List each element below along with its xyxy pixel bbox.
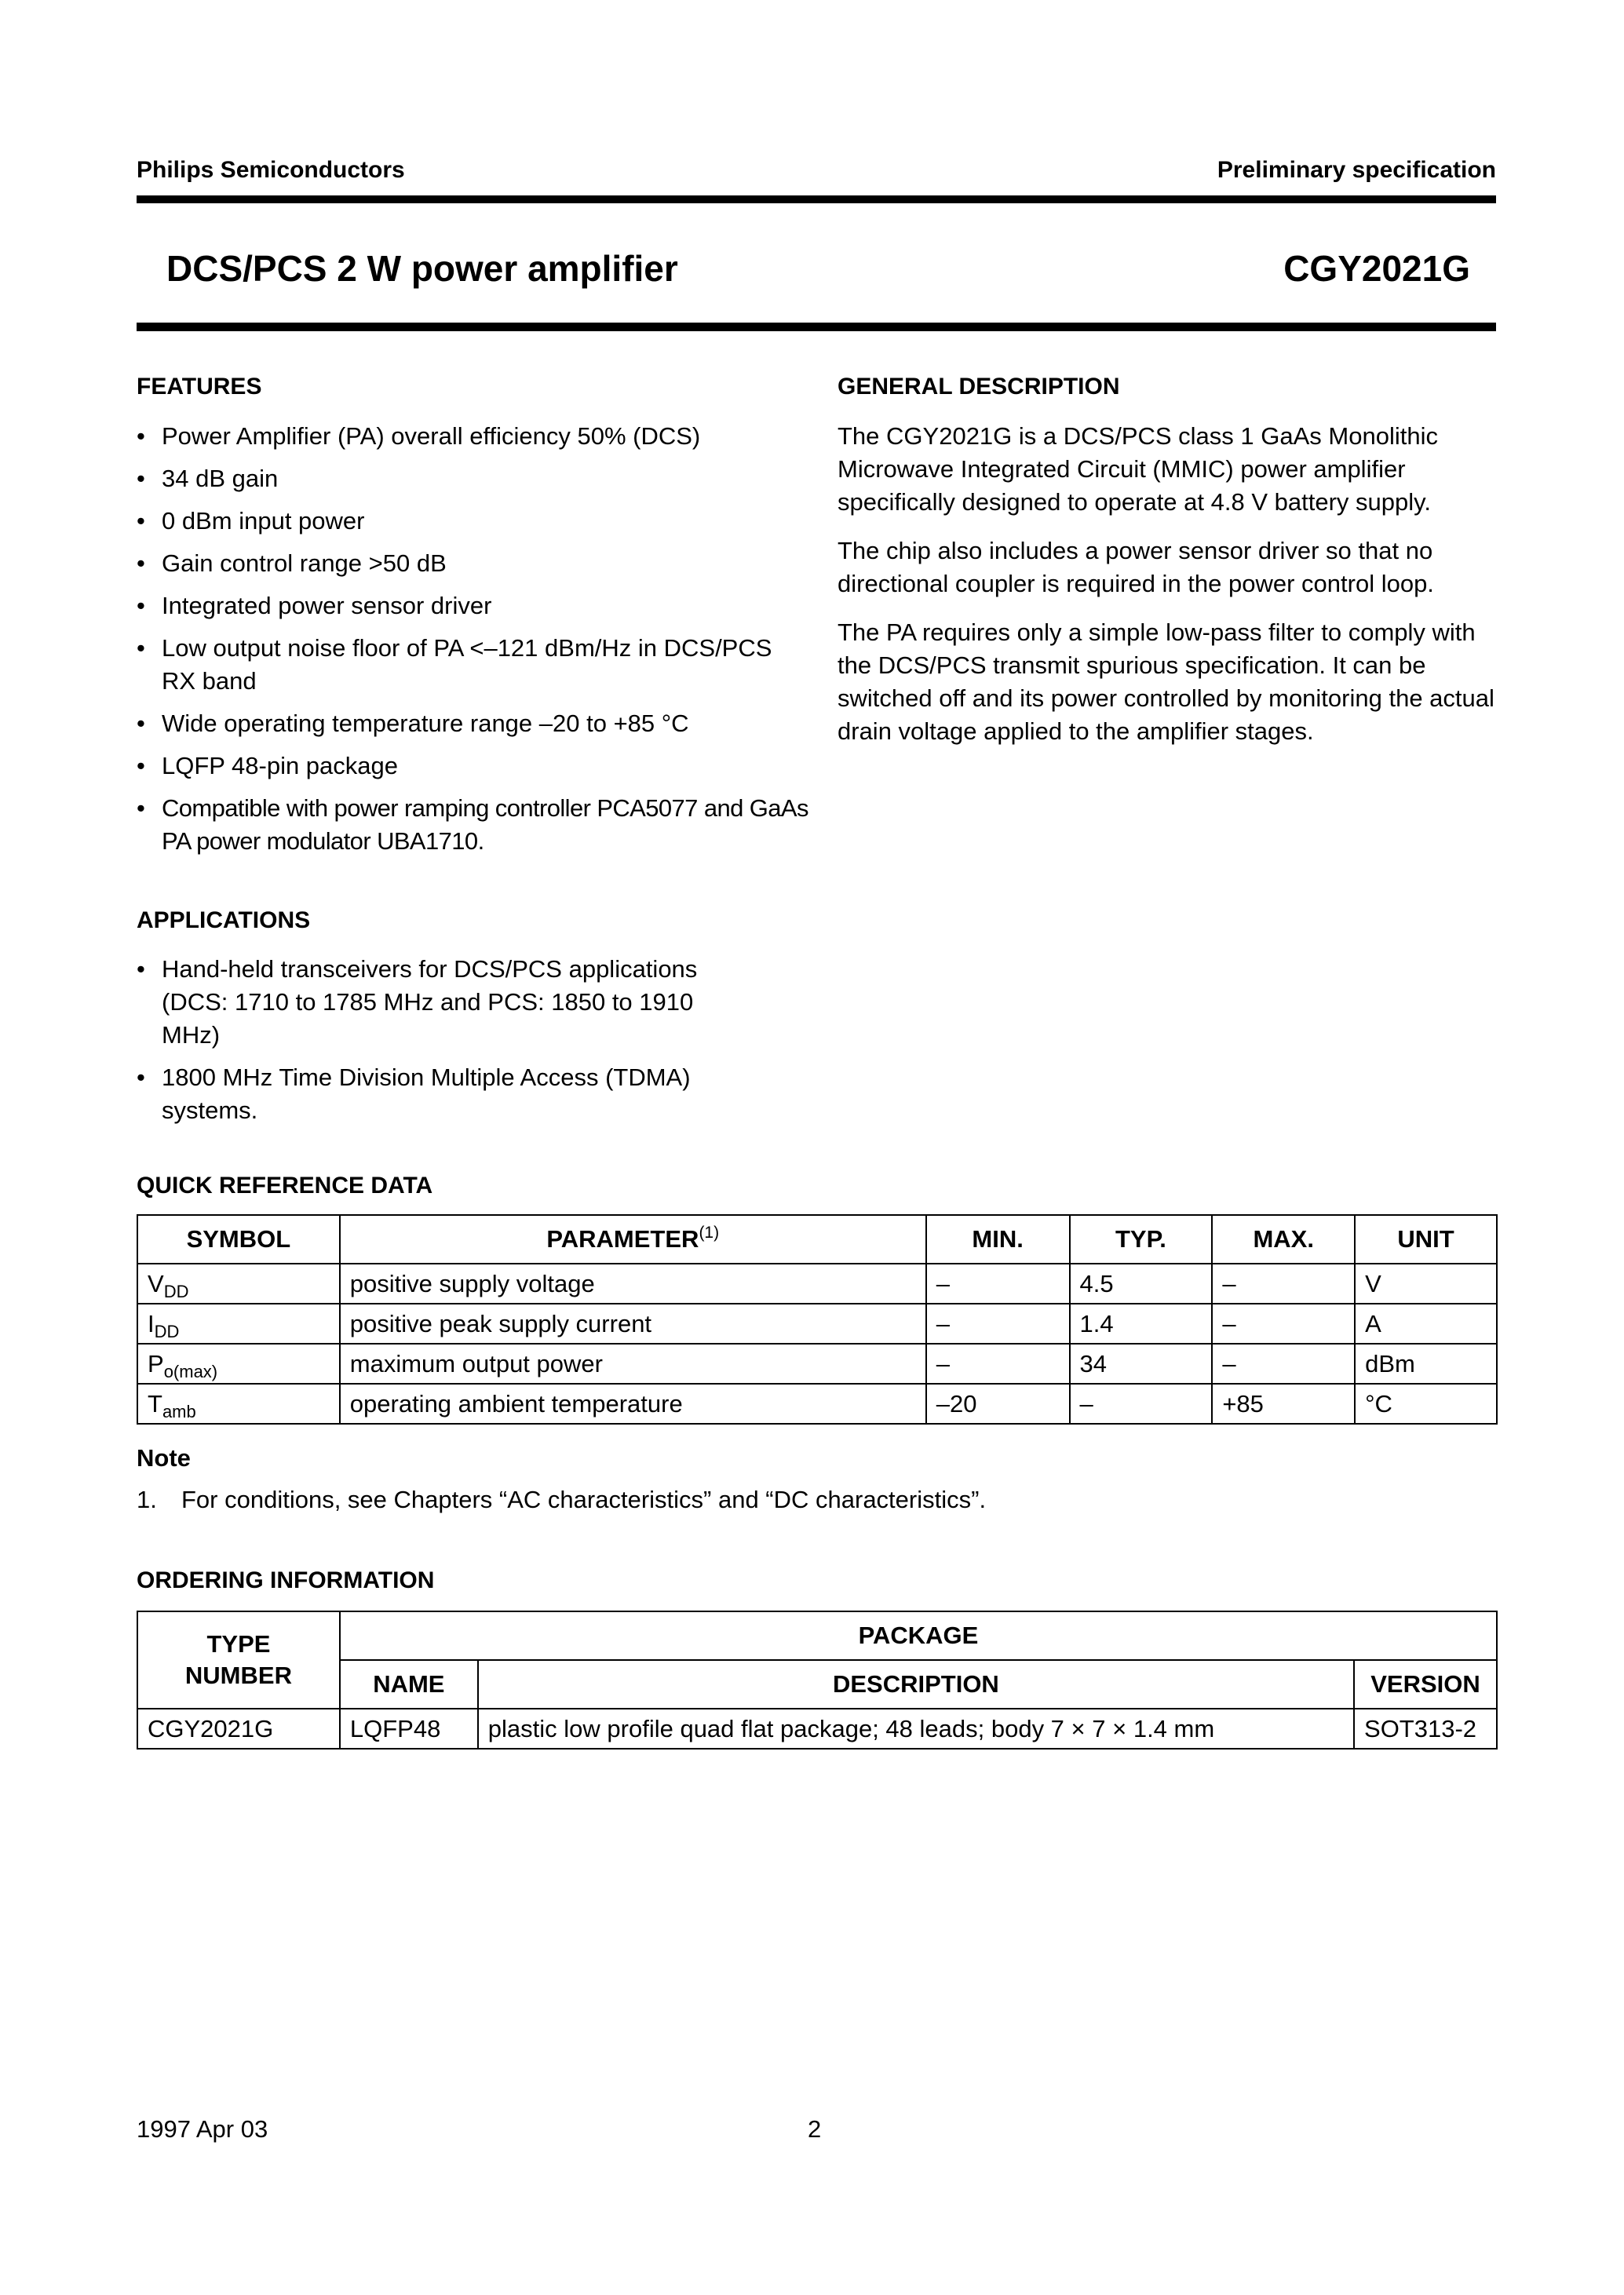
unit-cell: °C — [1355, 1384, 1497, 1424]
unit-cell: A — [1355, 1304, 1497, 1344]
symbol-cell: $I_{DD}$ — [137, 1304, 340, 1344]
max-cell: – — [1212, 1344, 1355, 1384]
applications-heading: APPLICATIONS — [137, 907, 311, 933]
table-row — [137, 1264, 1497, 1304]
parameter-header-label: PARAMETER — [546, 1225, 699, 1253]
column-header: UNIT — [1355, 1215, 1497, 1264]
list-item: • 34 dB gain — [137, 462, 804, 495]
name-cell: LQFP48 — [340, 1709, 478, 1749]
list-item: • Gain control range >50 dB — [137, 547, 804, 580]
list-item: • Integrated power sensor driver — [137, 589, 804, 622]
list-item: • 0 dBm input power — [137, 505, 804, 538]
note-heading: Note — [137, 1444, 191, 1472]
list-item: • 1800 MHz Time Division Multiple Access (TDMA) systems. — [137, 1061, 735, 1127]
description-cell: plastic low profile quad flat package; 48 leads; body 7 × 7 × 1.4 mm — [478, 1709, 1354, 1749]
parameter-cell: positive supply voltage — [340, 1264, 926, 1304]
part-number: CGY2021G — [1283, 248, 1470, 289]
unit-cell: V — [1355, 1264, 1497, 1304]
max-cell: +85 — [1212, 1384, 1355, 1424]
symbol-cell: $V_{DD}$ — [137, 1264, 340, 1304]
table-header-row — [137, 1611, 1497, 1660]
page-number: 2 — [808, 2115, 822, 2143]
general-description-paragraph: The chip also includes a power sensor driver so that no directional coupler is required in the power control loop. — [838, 537, 1434, 597]
type-number-header: TYPE NUMBER — [137, 1611, 340, 1709]
features-list — [137, 420, 808, 867]
table-header-row — [137, 1660, 1497, 1709]
typ-cell: – — [1070, 1384, 1213, 1424]
table-row — [137, 1304, 1497, 1344]
min-cell: – — [926, 1264, 1070, 1304]
company-name: Philips Semiconductors — [137, 157, 405, 183]
ordering-heading: ORDERING INFORMATION — [137, 1567, 435, 1593]
column-header — [340, 1215, 926, 1264]
applications-list — [137, 953, 757, 1137]
note-number: 1. — [137, 1486, 157, 1513]
general-description-heading: GENERAL DESCRIPTION — [838, 374, 1120, 400]
table-row — [137, 1344, 1497, 1384]
min-cell: –20 — [926, 1384, 1070, 1424]
symbol-cell: $T_{amb}$ — [137, 1384, 340, 1424]
table-row — [137, 1384, 1497, 1424]
symbol-cell: $P_{o(max)}$ — [137, 1344, 340, 1384]
header-rule-bottom — [137, 323, 1496, 331]
name-header: NAME — [340, 1660, 478, 1709]
package-header: PACKAGE — [340, 1611, 1497, 1660]
list-item: • LQFP 48-pin package — [137, 750, 804, 783]
description-header: DESCRIPTION — [478, 1660, 1354, 1709]
type-number-cell: CGY2021G — [137, 1709, 340, 1749]
table-row — [137, 1709, 1497, 1749]
general-description-body — [838, 420, 1501, 764]
list-item: • Low output noise floor of PA <–121 dBm/Hz in DCS/PCS RX band — [137, 632, 774, 698]
table-header-row — [137, 1215, 1497, 1264]
version-cell: SOT313-2 — [1354, 1709, 1497, 1749]
column-header: SYMBOL — [137, 1215, 340, 1264]
max-cell: – — [1212, 1304, 1355, 1344]
general-description-paragraph: The CGY2021G is a DCS/PCS class 1 GaAs Monolithic Microwave Integrated Circuit (MMIC) power amplifier specifically designed to operate at 4.8 V battery supply. — [838, 422, 1438, 516]
column-header: MIN. — [926, 1215, 1070, 1264]
parameter-cell: maximum output power — [340, 1344, 926, 1384]
footnote-reference: (1) — [699, 1224, 720, 1242]
list-item: • Wide operating temperature range –20 to +85 °C — [137, 707, 804, 740]
list-item: • Hand-held transceivers for DCS/PCS applications (DCS: 1710 to 1785 MHz and PCS: 1850 to 1910 MHz) — [137, 953, 735, 1052]
typ-cell: 34 — [1070, 1344, 1213, 1384]
features-heading: FEATURES — [137, 374, 262, 400]
document-title: DCS/PCS 2 W power amplifier — [166, 248, 678, 289]
document-status: Preliminary specification — [1217, 157, 1496, 183]
column-header: TYP. — [1070, 1215, 1213, 1264]
note-text: For conditions, see Chapters “AC characteristics” and “DC characteristics”. — [181, 1486, 987, 1513]
typ-cell: 4.5 — [1070, 1264, 1213, 1304]
ordering-table — [137, 1611, 1498, 1750]
list-item: • Compatible with power ramping controller PCA5077 and GaAs PA power modulator UBA1710. — [137, 792, 809, 858]
column-header: MAX. — [1212, 1215, 1355, 1264]
general-description-paragraph: The PA requires only a simple low-pass filter to comply with the DCS/PCS transmit spurious specification. It can be switched off and its power controlled by monitoring the actual drain voltage applied to the amplifier stages. — [838, 618, 1494, 745]
parameter-cell: positive peak supply current — [340, 1304, 926, 1344]
version-header: VERSION — [1354, 1660, 1497, 1709]
typ-cell: 1.4 — [1070, 1304, 1213, 1344]
min-cell: – — [926, 1344, 1070, 1384]
unit-cell: dBm — [1355, 1344, 1497, 1384]
min-cell: – — [926, 1304, 1070, 1344]
header-rule-top — [137, 195, 1496, 203]
footer-date: 1997 Apr 03 — [137, 2115, 268, 2143]
list-item: • Power Amplifier (PA) overall efficiency 50% (DCS) — [137, 420, 804, 453]
max-cell: – — [1212, 1264, 1355, 1304]
quick-reference-table — [137, 1214, 1498, 1425]
quick-reference-heading: QUICK REFERENCE DATA — [137, 1173, 433, 1199]
parameter-cell: operating ambient temperature — [340, 1384, 926, 1424]
